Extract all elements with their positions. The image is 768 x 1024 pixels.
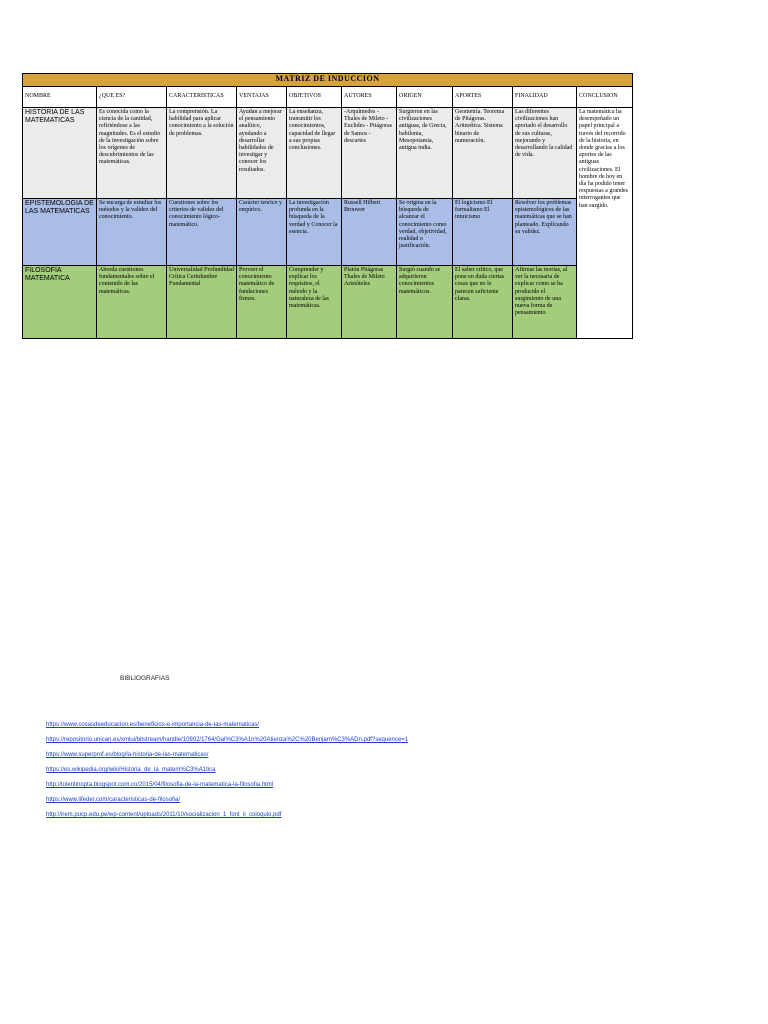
row-name: FILOSOFIA MATEMATICA xyxy=(23,266,97,339)
header-caracteristicas: CARACTERISTICAS xyxy=(167,87,237,108)
table-row xyxy=(23,266,633,339)
induction-matrix-table xyxy=(22,73,633,339)
cell-conclusion: La matemática ha desempeñado un papel principal a través del recorrido de la historia, en donde gracias a los aportes de las antiguas civilizaciones. El hombre de hoy en día ha podido tener respuestas a grandes interrogantes que han surgido. xyxy=(577,108,633,339)
bibliography-link[interactable]: https://es.wikipedia.org/wiki/Historia_de_la_matem%C3%A1tica xyxy=(46,767,216,773)
matrix-title: MATRIZ DE INDUCCION xyxy=(23,74,633,87)
cell-que-es: Es conocida como la ciencia de la cantidad, refiriéndose a las magnitudes. Es el estudio de la investigación sobre los orígenes de descubrimientos de las matemáticas. xyxy=(97,108,167,199)
cell-aportes: El logicismo El formalismo El intuicismo xyxy=(453,199,513,266)
cell-origen: Surgió cuando se adquirieron conocimientos matemáticos. xyxy=(397,266,453,339)
bibliography-link[interactable]: https://www.cosasdeeducacion.es/beneficios-e-importancia-de-las-matematicas/ xyxy=(46,722,260,728)
header-nombre: NOMBRE xyxy=(23,87,97,108)
cell-objetivos: Comprender y explicar los requisitos, el método y la naturaleza de las matemáticas. xyxy=(287,266,342,339)
cell-caracteristicas: Cuestiones sobre los criterios de validez del conocimiento lógico-matemático. xyxy=(167,199,237,266)
cell-caracteristicas: Universalidad Profundidad Crítica Certidumbre Fundamental xyxy=(167,266,237,339)
bibliography-links xyxy=(46,718,408,823)
cell-caracteristicas: La comprensión. La habilidad para aplicar conocimiento a la solución de problemas. xyxy=(167,108,237,199)
cell-autores: Platón Pitágoras Thales de Mileto Aristóteles xyxy=(342,266,397,339)
header-finalidad: FINALIDAD xyxy=(513,87,577,108)
table-row xyxy=(23,199,633,266)
bibliography-link[interactable]: https://www.superprof.es/blog/la-historia-de-las-matematicas/ xyxy=(46,752,209,758)
row-name: EPISTEMOLOGIA DE LAS MATEMATICAS xyxy=(23,199,97,266)
header-que-es: ¿QUE ES? xyxy=(97,87,167,108)
cell-objetivos: La investigación profunda en la búsqueda de la verdad y Conocer la esencia. xyxy=(287,199,342,266)
bibliography-link[interactable]: https://repositorio.unican.es/xmlui/bitstream/handle/10902/1764/Gal%C3%A1n%20Atienza%2C%20Benjam%C3%ADn.pdf?sequence=1 xyxy=(46,737,409,743)
header-objetivos: OBJETIVOS xyxy=(287,87,342,108)
header-ventajas: VENTAJAS xyxy=(237,87,287,108)
table-row xyxy=(23,108,633,199)
cell-autores: -Arquímedes - Thales de Mileto - Euclides - Pitágoras de Samos - descartes xyxy=(342,108,397,199)
cell-objetivos: La enseñanza, transmitir los conocimientos, capacidad de llegar a sus propias conclusiones. xyxy=(287,108,342,199)
cell-que-es: Se encarga de estudiar los métodos y la validez del conocimiento. xyxy=(97,199,167,266)
header-aportes: APORTES xyxy=(453,87,513,108)
cell-ventajas: Carácter teórico y empírico. xyxy=(237,199,287,266)
header-origen: ORIGEN xyxy=(397,87,453,108)
cell-aportes: El saber crítico, que pone en duda ciertas cosas que no le parecen suficiente claras. xyxy=(453,266,513,339)
row-name: HISTORIA DE LAS MATEMATICAS xyxy=(23,108,97,199)
bibliography-link[interactable]: http://irem.pucp.edu.pe/wp-content/uploads/2011/10/socializacion_1_font_ii_coloquio.pdf xyxy=(46,812,282,818)
cell-ventajas: Proveer el conocimiento matemático de fundaciones firmes. xyxy=(237,266,287,339)
cell-que-es: Aborda cuestiones fundamentales sobre el contenido de las matemáticas. xyxy=(97,266,167,339)
bibliography-link[interactable]: http://tolentinopta.blogspot.com.co/2015/04/filosofia-de-la-matematica-la-filosofia.html xyxy=(46,782,274,788)
cell-finalidad: Resolver los problemas epistemológicos de las matemáticas que se han planteado. Explicando su validez. xyxy=(513,199,577,266)
cell-finalidad: Afirmar las teorías, al ver la necesaria de explicar como se ha producido el surgimiento de una nueva forma de pensamiento. xyxy=(513,266,577,339)
cell-ventajas: Ayudan a mejorar el pensamiento analítico, ayudando a desarrollar habilidades de investigar y conocer los resultados. xyxy=(237,108,287,199)
cell-aportes: Geometría. Teorema de Pitágoras. Aritmética. Sistema binario de numeración. xyxy=(453,108,513,199)
bibliography-link[interactable]: https://www.lifeder.com/caracteristicas-de-filosofia/ xyxy=(46,797,181,803)
cell-origen: Surgieron en las civilizaciones antiguas, de Grecia, babilonia, Mesopotamia, antigua india. xyxy=(397,108,453,199)
cell-origen: Se origina en la búsqueda de alcanzar el conocimiento como verdad, objetividad, realidad o justificación. xyxy=(397,199,453,266)
cell-autores: Russell Hilbert Brouwer xyxy=(342,199,397,266)
cell-finalidad: Las diferentes civilizaciones han aportado el desarrollo de sus culturas, mejorando y desarrollando la calidad de vida. xyxy=(513,108,577,199)
bibliography-title: BIBLIOGRAFIAS xyxy=(120,675,170,682)
header-conclusion: CONCLUSION xyxy=(577,87,633,108)
header-autores: AUTORES xyxy=(342,87,397,108)
header-row xyxy=(23,87,633,108)
